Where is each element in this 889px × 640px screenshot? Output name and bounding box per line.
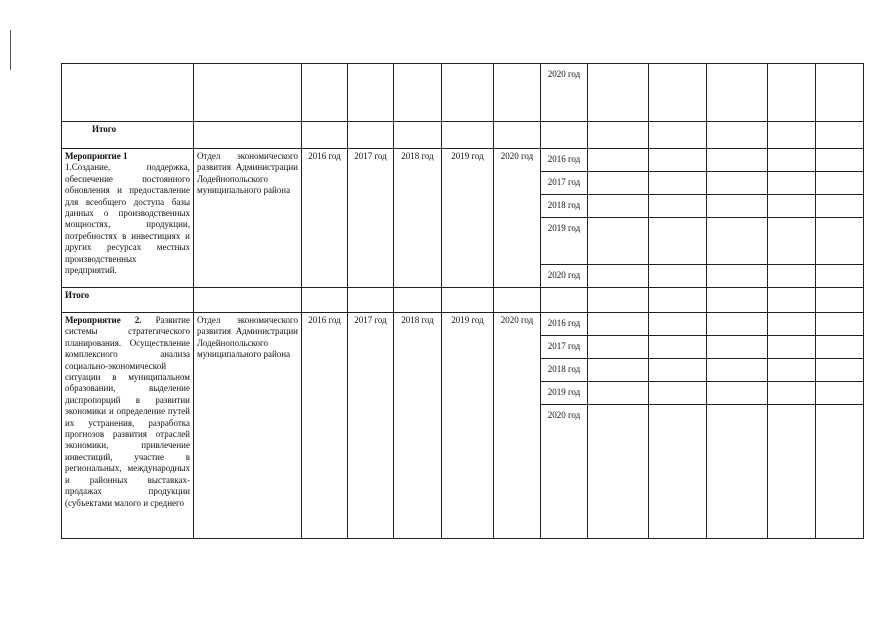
measure-2-description: Развитие системы стратегического планирования. Осуществление комплексного анализа социально-экономической ситуации в муниципальном образовании, выделение диспропорций в развитии экономики и определение путей их устранения, разработка прогнозов развития отраслей экономики, привлечение инвестиций, участие в региональных, международных и районных выставках-продажах продукции (субъектами малого и среднего: [65, 315, 190, 508]
year-cell: 2020 год: [541, 64, 588, 122]
measure-1-description-cell: [62, 149, 194, 288]
measure-1-end-year: 2020 год: [494, 149, 541, 288]
year-cell: 2020 год: [541, 405, 588, 539]
measure-1-year-2017: 2017 год: [348, 149, 394, 288]
year-cell: 2019 год: [541, 382, 588, 405]
year-cell: 2018 год: [541, 359, 588, 382]
total-label: Итого: [62, 288, 194, 313]
year-cell: 2019 год: [541, 218, 588, 265]
table-row-measure-1: [62, 149, 864, 172]
table-row-total: [62, 288, 864, 313]
measure-2-executor: Отдел экономического развития Администрации Лодейнопольского муниципального района: [194, 313, 302, 539]
year-cell: 2017 год: [541, 172, 588, 195]
measure-2-year-2018: 2018 год: [394, 313, 442, 539]
year-cell: 2018 год: [541, 195, 588, 218]
year-cell: 2017 год: [541, 336, 588, 359]
year-cell: 2016 год: [541, 313, 588, 336]
table-row-continuation: [62, 64, 864, 122]
measure-1-year-2018: 2018 год: [394, 149, 442, 288]
measure-1-title: Мероприятие 1: [65, 151, 128, 161]
measure-2-start-year: 2016 год: [302, 313, 348, 539]
program-measures-table: [61, 63, 864, 539]
total-label: Итого: [62, 122, 194, 149]
measure-2-year-2019: 2019 год: [442, 313, 494, 539]
table-row-measure-2: [62, 313, 864, 336]
measure-1-start-year: 2016 год: [302, 149, 348, 288]
year-cell: 2016 год: [541, 149, 588, 172]
scan-margin-line: [10, 30, 11, 70]
measure-2-description-cell: [62, 313, 194, 539]
measure-2-title: Мероприятие 2.: [65, 315, 142, 325]
measure-2-end-year: 2020 год: [494, 313, 541, 539]
measure-1-year-2019: 2019 год: [442, 149, 494, 288]
measure-1-description: 1.Создание, поддержка, обеспечение постоянного обновления и предоставление для всеобщего доступа базы данных о производственных мощностях, продукции, потребностях в инвестициях и других ресурсах местных производственных предприятий.: [65, 162, 190, 276]
measure-2-year-2017: 2017 год: [348, 313, 394, 539]
year-cell: 2020 год: [541, 265, 588, 288]
table-row-total: [62, 122, 864, 149]
measure-1-executor: Отдел экономического развития Администрации Лодейнопольского муниципального района: [194, 149, 302, 288]
